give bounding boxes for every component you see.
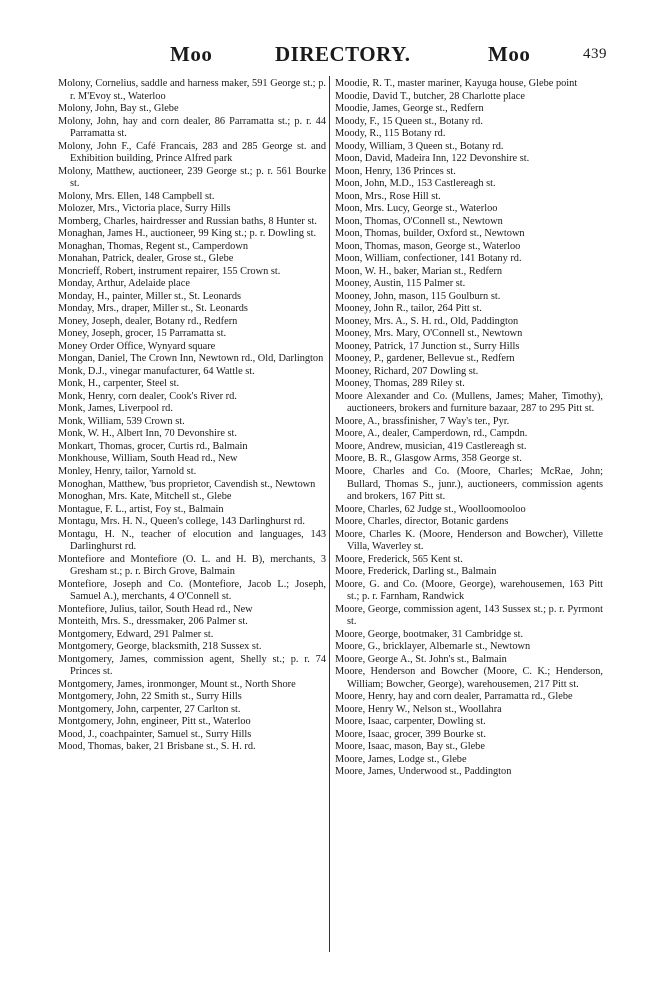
directory-entry: Moore, Isaac, mason, Bay st., Glebe bbox=[335, 741, 485, 753]
directory-entry: Montefiore and Montefiore (O. L. and H. B), merchants, 3 Gresham st.; p. r. Birch Grove, Balmain bbox=[58, 553, 326, 578]
directory-entry: Monteith, Mrs. S., dressmaker, 206 Palmer st. bbox=[58, 616, 248, 628]
directory-entry: Moon, Mrs., Rose Hill st. bbox=[335, 190, 441, 202]
directory-entry: Moore, James, Lodge st., Glebe bbox=[335, 753, 467, 765]
directory-entry: Monoghan, Matthew, 'bus proprietor, Cavendish st., Newtown bbox=[58, 478, 316, 490]
directory-entry: Mooney, Mrs. A., S. H. rd., Old, Paddington bbox=[335, 315, 519, 327]
directory-entry: Moore, Isaac, grocer, 399 Bourke st. bbox=[335, 728, 486, 740]
directory-entry: Moore, Isaac, carpenter, Dowling st. bbox=[335, 716, 486, 728]
directory-entry: Moon, David, Madeira Inn, 122 Devonshire st. bbox=[335, 153, 530, 165]
directory-entry: Moon, Thomas, O'Connell st., Newtown bbox=[335, 215, 503, 227]
directory-entry: Moody, F., 15 Queen st., Botany rd. bbox=[335, 115, 483, 127]
directory-entry: Moore, Charles K. (Moore, Henderson and Bowcher), Villette Villa, Waverley st. bbox=[335, 528, 603, 553]
column-divider bbox=[329, 76, 330, 952]
directory-entry: Moore, Frederick, Darling st., Balmain bbox=[335, 566, 497, 578]
directory-entry: Monk, W. H., Albert Inn, 70 Devonshire st. bbox=[58, 428, 237, 440]
directory-entry: Moore, A., dealer, Camperdown, rd., Campdn. bbox=[335, 428, 528, 440]
directory-entry: Moore, Frederick, 565 Kent st. bbox=[335, 553, 463, 565]
directory-entry: Molony, John, hay and corn dealer, 86 Parramatta st.; p. r. 44 Parramatta st. bbox=[58, 115, 326, 140]
directory-entry: Montgomery, John, carpenter, 27 Carlton st. bbox=[58, 703, 241, 715]
directory-entry: Mooney, John R., tailor, 264 Pitt st. bbox=[335, 303, 482, 315]
directory-entry: Mooney, Thomas, 289 Riley st. bbox=[335, 378, 465, 390]
directory-entry: Money, Joseph, grocer, 15 Parramatta st. bbox=[58, 328, 227, 340]
left-column bbox=[58, 78, 326, 754]
directory-entry: Moore, Andrew, musician, 419 Castlereagh st. bbox=[335, 440, 527, 452]
directory-entry: Monahan, Patrick, dealer, Grose st., Glebe bbox=[58, 253, 234, 265]
directory-entry: Moore, G., bricklayer, Albemarle st., Newtown bbox=[335, 641, 531, 653]
directory-entry: Moon, John, M.D., 153 Castlereagh st. bbox=[335, 178, 496, 190]
directory-entry: Money, Joseph, dealer, Botany rd., Redfern bbox=[58, 315, 238, 327]
directory-entry: Monaghan, Thomas, Regent st., Camperdown bbox=[58, 240, 248, 252]
directory-entry: Montgomery, Edward, 291 Palmer st. bbox=[58, 628, 214, 640]
directory-entry: Montague, F. L., artist, Foy st., Balmain bbox=[58, 503, 224, 515]
directory-entry: Molozer, Mrs., Victoria place, Surry Hills bbox=[58, 203, 231, 215]
directory-entry: Montgomery, George, blacksmith, 218 Sussex st. bbox=[58, 641, 262, 653]
directory-entry: Montgomery, John, 22 Smith st., Surry Hills bbox=[58, 691, 242, 703]
header-left-guide: Moo bbox=[170, 42, 213, 66]
directory-entry: Moon, William, confectioner, 141 Botany rd. bbox=[335, 253, 522, 265]
directory-entry: Montagu, H. N., teacher of elocution and languages, 143 Darlinghurst rd. bbox=[58, 528, 326, 553]
directory-entry: Montgomery, John, engineer, Pitt st., Waterloo bbox=[58, 716, 251, 728]
directory-entry: Moore, A., brassfinisher, 7 Way's ter., Pyr. bbox=[335, 415, 510, 427]
directory-entry: Moore, B. R., Glasgow Arms, 358 George st. bbox=[335, 453, 522, 465]
directory-entry: Monday, Arthur, Adelaide place bbox=[58, 278, 190, 290]
directory-entry: Moore, James, Underwood st., Paddington bbox=[335, 766, 512, 778]
directory-entry: Montagu, Mrs. H. N., Queen's college, 143 Darlinghurst rd. bbox=[58, 516, 305, 528]
directory-entry: Molony, Mrs. Ellen, 148 Campbell st. bbox=[58, 190, 215, 202]
directory-entry: Moody, William, 3 Queen st., Botany rd. bbox=[335, 140, 504, 152]
directory-entry: Moon, Thomas, mason, George st., Waterloo bbox=[335, 240, 521, 252]
directory-entry: Monday, Mrs., draper, Miller st., St. Leonards bbox=[58, 303, 248, 315]
directory-entry: Monoghan, Mrs. Kate, Mitchell st., Glebe bbox=[58, 491, 232, 503]
directory-entry: Monk, H., carpenter, Steel st. bbox=[58, 378, 180, 390]
directory-entry: Monk, D.J., vinegar manufacturer, 64 Wattle st. bbox=[58, 365, 255, 377]
directory-entry: Moon, W. H., baker, Marian st., Redfern bbox=[335, 265, 503, 277]
directory-entry: Moore, George A., St. John's st., Balmain bbox=[335, 653, 507, 665]
directory-entry: Money Order Office, Wynyard square bbox=[58, 340, 216, 352]
directory-entry: Moon, Thomas, builder, Oxford st., Newtown bbox=[335, 228, 525, 240]
directory-entry: Monaghan, James H., auctioneer, 99 King st.; p. r. Dowling st. bbox=[58, 228, 317, 240]
directory-entry: Monk, Henry, corn dealer, Cook's River rd. bbox=[58, 390, 237, 402]
directory-entry: Moore, Henry W., Nelson st., Woollahra bbox=[335, 703, 502, 715]
directory-entry: Moodie, R. T., master mariner, Kayuga house, Glebe point bbox=[335, 78, 578, 89]
directory-entry: Moon, Mrs. Lucy, George st., Waterloo bbox=[335, 203, 498, 215]
directory-entry: Monk, William, 539 Crown st. bbox=[58, 415, 185, 427]
directory-entry: Moore, George, bootmaker, 31 Cambridge st. bbox=[335, 628, 524, 640]
directory-entry: Montefiore, Joseph and Co. (Montefiore, Jacob L.; Joseph, Samuel A.), merchants, 4 O'Connell st. bbox=[58, 578, 326, 603]
directory-entry: Moncrieff, Robert, instrument repairer, 155 Crown st. bbox=[58, 265, 281, 277]
directory-entry: Moon, Henry, 136 Princes st. bbox=[335, 165, 456, 177]
directory-entry: Montefiore, Julius, tailor, South Head rd., New bbox=[58, 603, 253, 615]
directory-entry: Molony, Cornelius, saddle and harness maker, 591 George st.; p. r. M'Evoy st., Waterloo bbox=[58, 78, 326, 102]
directory-entry: Mood, J., coachpainter, Samuel st., Surry Hills bbox=[58, 728, 252, 740]
directory-entry: Montgomery, James, commission agent, Shelly st.; p. r. 74 Princes st. bbox=[58, 653, 326, 678]
directory-entry: Moore, Henderson and Bowcher (Moore, C. K.; Henderson, William; Bowcher, George), warehousemen, 217 Pitt st. bbox=[335, 666, 603, 690]
directory-entry: Moore, Henry, hay and corn dealer, Parramatta rd., Glebe bbox=[335, 691, 573, 703]
directory-entry: Monley, Henry, tailor, Yarnold st. bbox=[58, 465, 197, 477]
directory-entry: Mood, Thomas, baker, 21 Brisbane st., S. H. rd. bbox=[58, 741, 256, 753]
directory-entry: Montgomery, James, ironmonger, Mount st., North Shore bbox=[58, 678, 296, 690]
directory-entry: Moore, G. and Co. (Moore, George), warehousemen, 163 Pitt st.; p. r. Farnham, Randwick bbox=[335, 578, 603, 603]
directory-entry: Molony, Matthew, auctioneer, 239 George st.; p. r. 561 Bourke st. bbox=[58, 165, 326, 190]
directory-entry: Molony, John F., Café Francais, 283 and 285 George st. and Exhibition building, Prince Alfred park bbox=[58, 140, 326, 165]
directory-entry: Monkhouse, William, South Head rd., New bbox=[58, 453, 238, 465]
directory-entry: Mooney, Mrs. Mary, O'Connell st., Newtown bbox=[335, 328, 523, 340]
directory-entry: Molony, John, Bay st., Glebe bbox=[58, 103, 179, 115]
directory-entry: Mongan, Daniel, The Crown Inn, Newtown rd., Old, Darlington bbox=[58, 353, 324, 365]
right-column bbox=[335, 78, 603, 779]
directory-entry: Mooney, Richard, 207 Dowling st. bbox=[335, 365, 479, 377]
directory-entry: Mooney, Austin, 115 Palmer st. bbox=[335, 278, 466, 290]
directory-entry: Moody, R., 115 Botany rd. bbox=[335, 128, 446, 140]
directory-entry: Moore, Charles, director, Botanic gardens bbox=[335, 516, 509, 528]
directory-entry: Monkart, Thomas, grocer, Curtis rd., Balmain bbox=[58, 440, 248, 452]
directory-entry: Moore, Charles and Co. (Moore, Charles; McRae, John; Bullard, Thomas S., junr.), auctioneers, commission agents and brokers, 167 Pitt st. bbox=[335, 465, 603, 503]
directory-entry: Moore Alexander and Co. (Mullens, James; Maher, Timothy), auctioneers, brokers and furniture bazaar, 287 to 295 Pitt st. bbox=[335, 390, 603, 415]
header-title: DIRECTORY. bbox=[275, 42, 411, 66]
directory-entry: Moore, Charles, 62 Judge st., Woolloomooloo bbox=[335, 503, 526, 515]
page-number: 439 bbox=[583, 46, 607, 62]
directory-entry: Moodie, David T., butcher, 28 Charlotte place bbox=[335, 90, 525, 102]
directory-entry: Moodie, James, George st., Redfern bbox=[335, 103, 484, 115]
directory-entry: Mooney, P., gardener, Bellevue st., Redfern bbox=[335, 353, 515, 365]
directory-entry: Moore, George, commission agent, 143 Sussex st.; p. r. Pyrmont st. bbox=[335, 603, 603, 628]
directory-entry: Momberg, Charles, hairdresser and Russian baths, 8 Hunter st. bbox=[58, 215, 317, 227]
page-header bbox=[30, 42, 620, 72]
directory-entry: Monday, H., painter, Miller st., St. Leonards bbox=[58, 290, 242, 302]
header-right-guide: Moo bbox=[488, 42, 531, 66]
directory-entry: Mooney, Patrick, 17 Junction st., Surry Hills bbox=[335, 340, 520, 352]
directory-entry: Mooney, John, mason, 115 Goulburn st. bbox=[335, 290, 501, 302]
directory-entry: Monk, James, Liverpool rd. bbox=[58, 403, 173, 415]
